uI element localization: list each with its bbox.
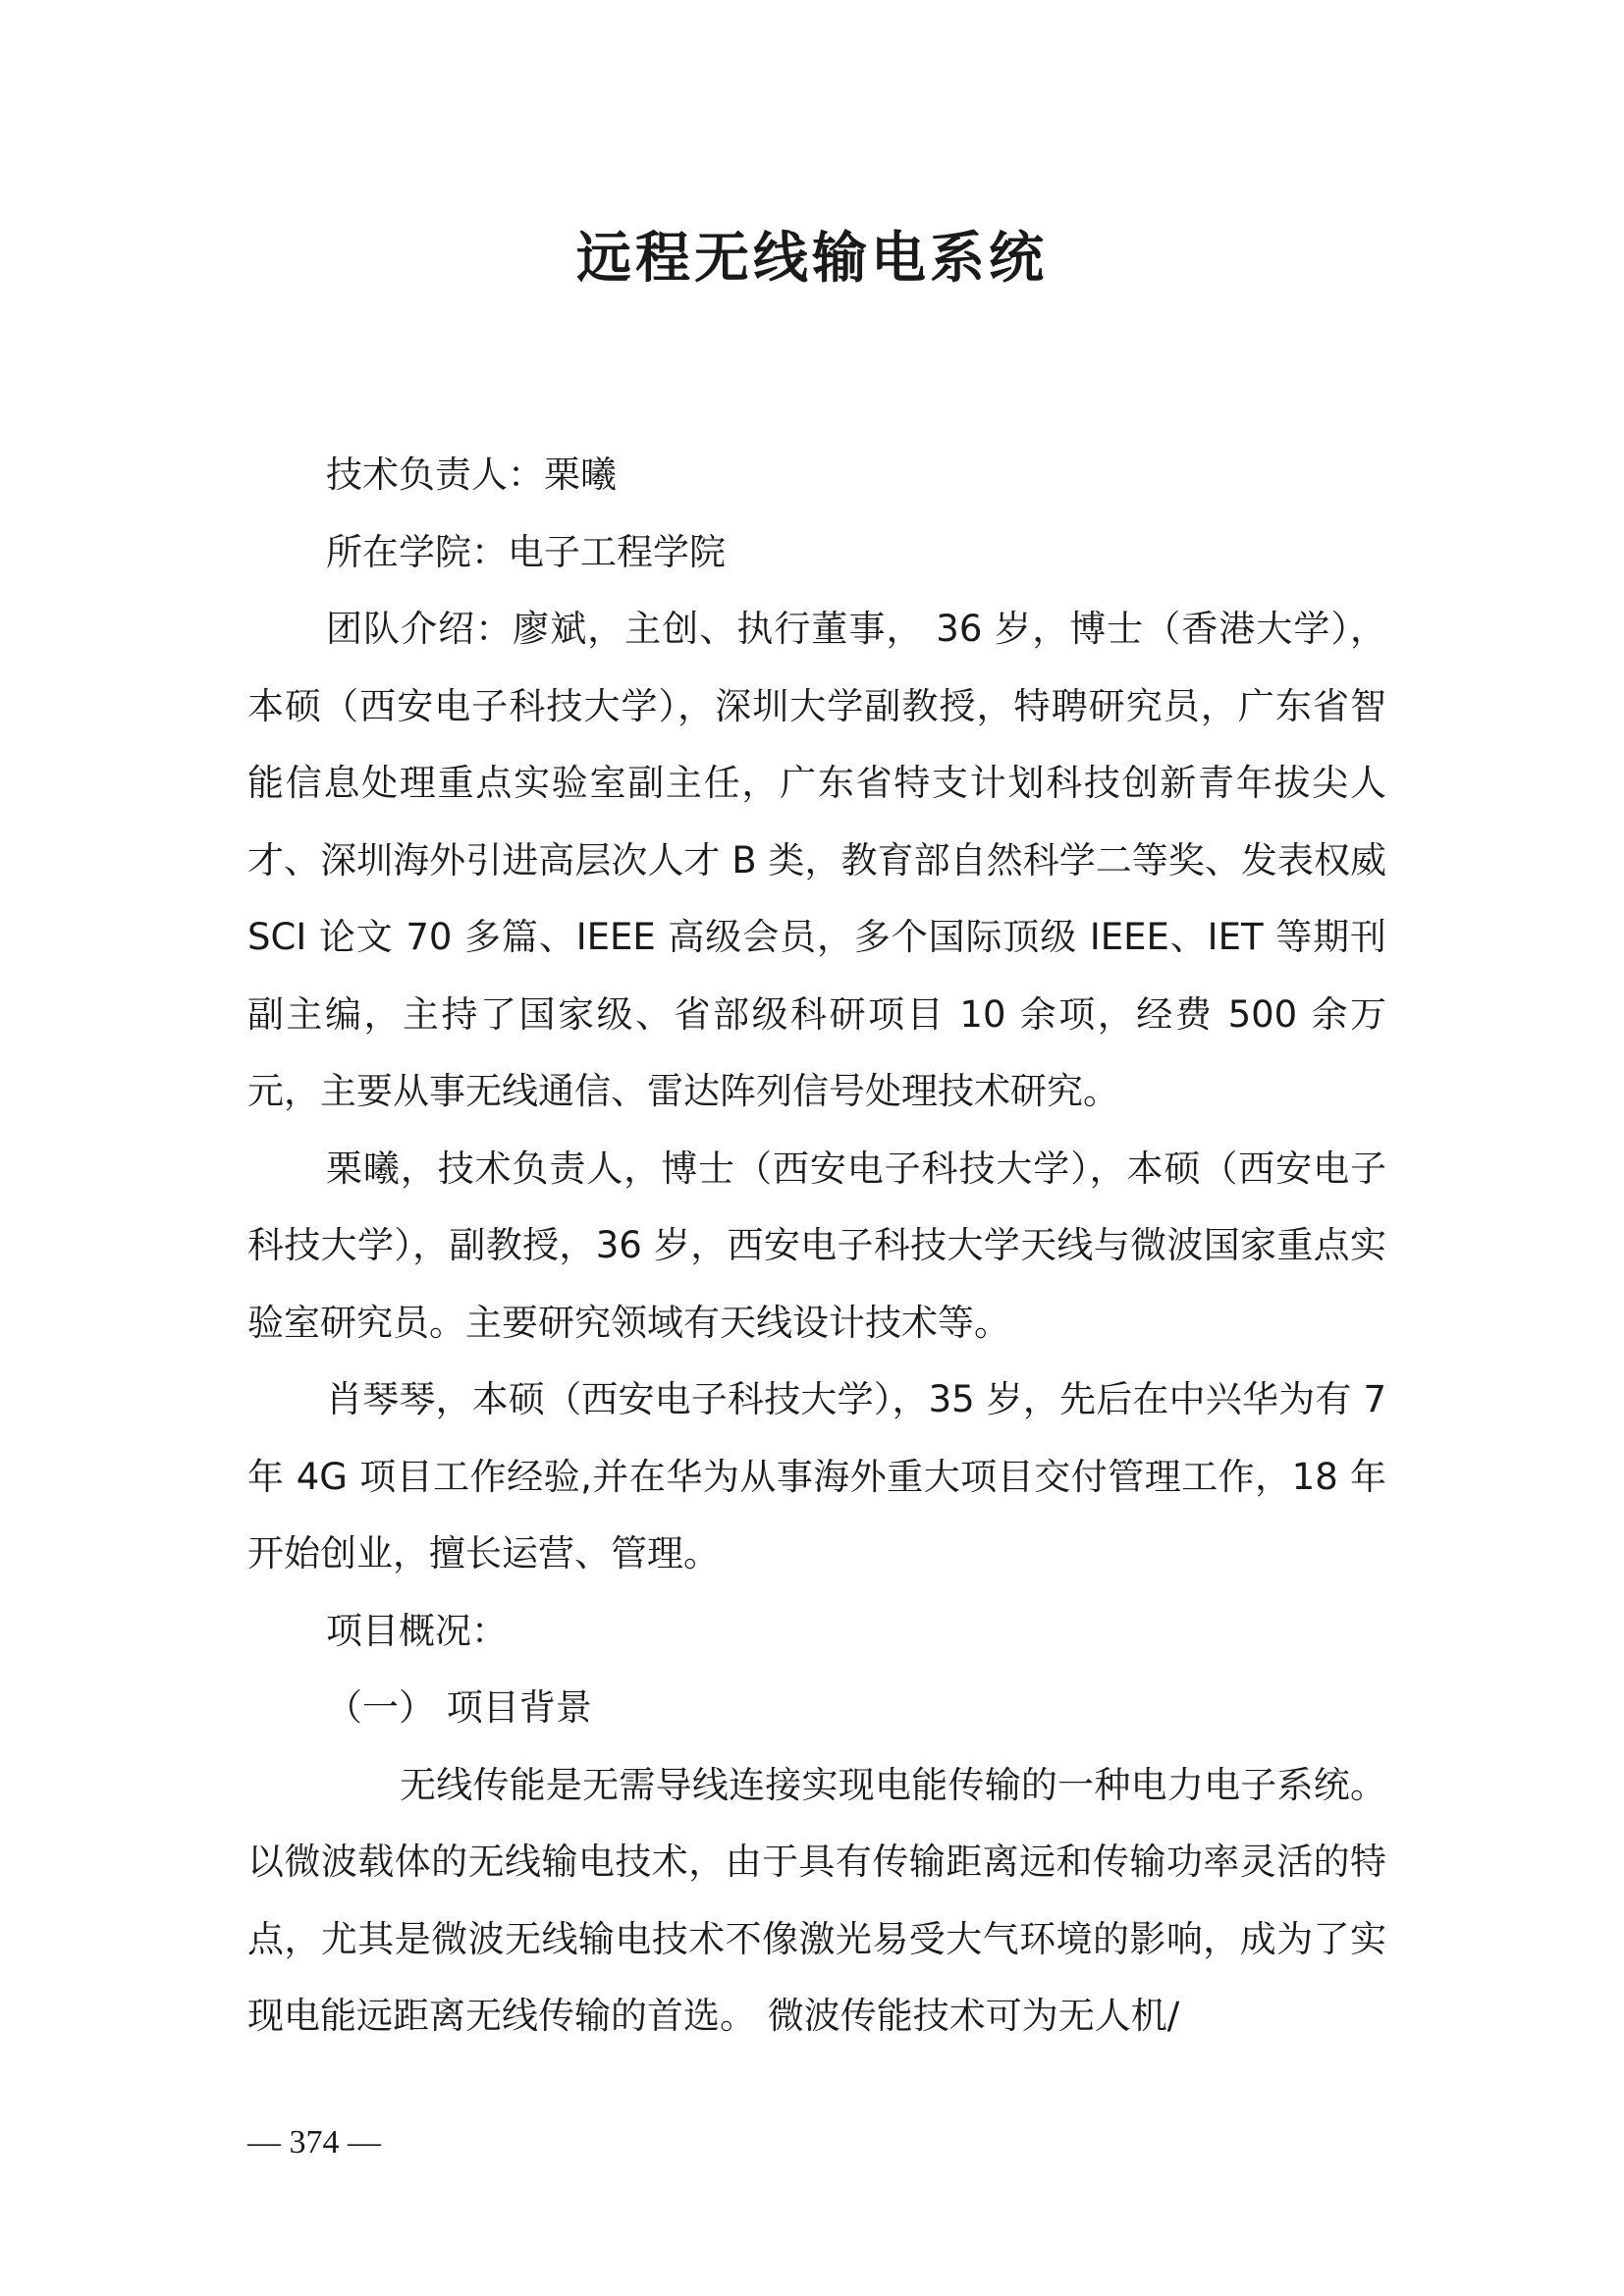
- team-intro-paragraph: 团队介绍：廖斌，主创、执行董事， 36 岁，博士（香港大学），本硕（西安电子科技大学），深圳大学副教授，特聘研究员，广东省智能信息处理重点实验室副主任，广东省特支计划科技创新青年拔尖人才、深圳海外引进高层次人才 B 类，教育部自然科学二等奖、发表权威 SCI 论文 70 多篇、IEEE 高级会员，多个国际顶级 IEEE、IET 等期刊副主编，主持了国家级、省部级科研项目 10 余项，经费 500 余万元，主要从事无线通信、雷达阵列信号处理技术研究。: [247, 608, 1386, 1112]
- project-overview-heading: 项目概况：: [326, 1609, 508, 1652]
- page-number: — 374 —: [247, 2124, 381, 2161]
- project-background-heading: （一） 项目背景: [326, 1686, 592, 1729]
- member-xiao-qinqin-paragraph: 肖琴琴，本硕（西安电子科技大学），35 岁，先后在中兴华为有 7 年 4G 项目工作经验,并在华为从事海外重大项目交付管理工作，18 年开始创业，擅长运营、管理。: [247, 1378, 1386, 1575]
- project-background-paragraph: 无线传能是无需导线连接实现电能传输的一种电力电子系统。以微波载体的无线输电技术，由于具有传输距离远和传输功率灵活的特点，尤其是微波无线输电技术不像激光易受大气环境的影响，成为了实现电能远距离无线传输的首选。 微波传能技术可为无人机/: [247, 1763, 1386, 2037]
- member-li-xi-paragraph: 栗曦，技术负责人，博士（西安电子科技大学），本硕（西安电子科技大学），副教授，36 岁，西安电子科技大学天线与微波国家重点实验室研究员。主要研究领域有天线设计技术等。: [247, 1147, 1386, 1344]
- technical-lead-line: 技术负责人：栗曦: [326, 454, 617, 496]
- college-line: 所在学院：电子工程学院: [326, 530, 726, 573]
- document-title: 远程无线输电系统: [576, 226, 1048, 291]
- document-body: [247, 437, 1386, 2056]
